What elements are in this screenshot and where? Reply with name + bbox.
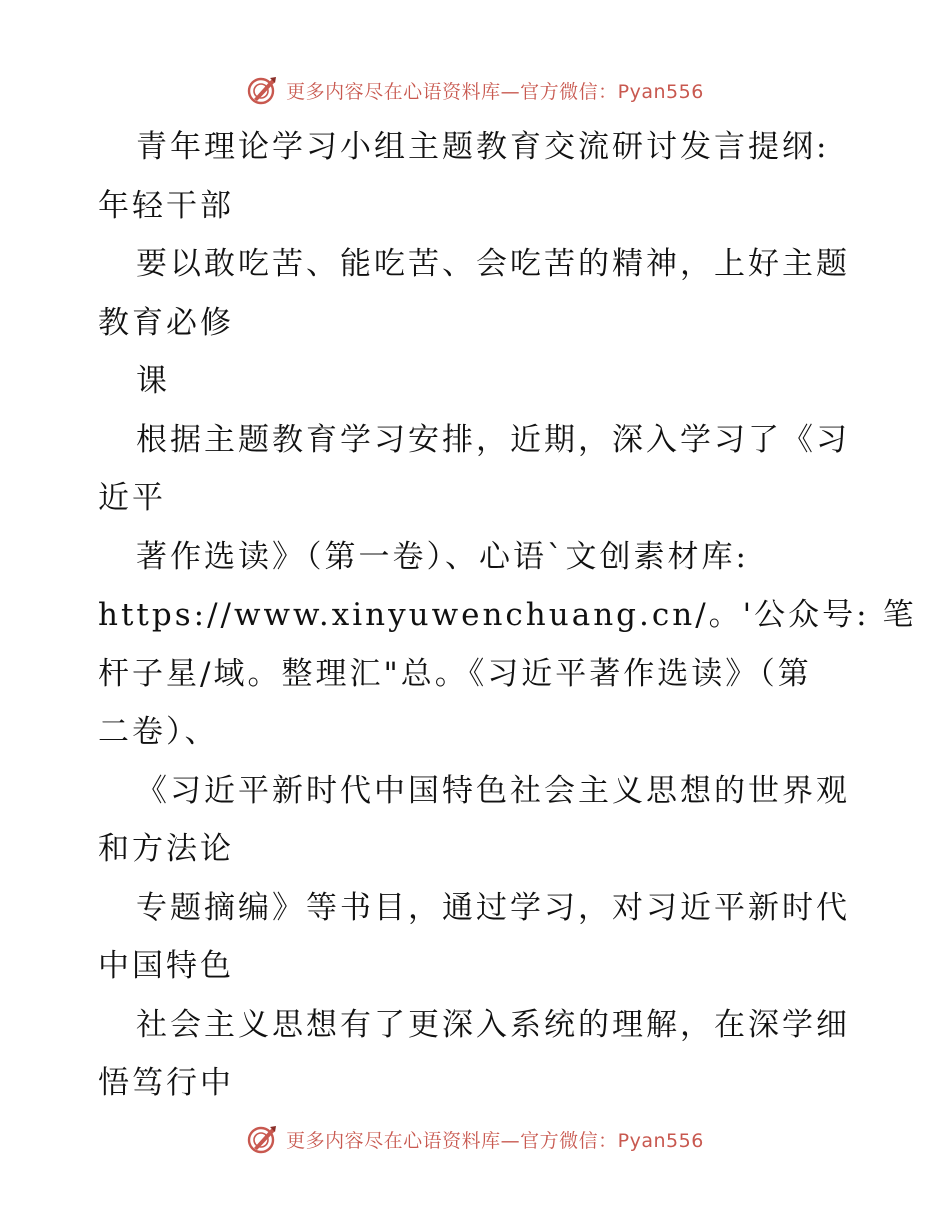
text-line: 著作选读》（第一卷）、心语`文创素材库: bbox=[136, 538, 749, 575]
text-line: 中国特色 bbox=[98, 948, 234, 984]
text-line: 杆子星/域。整理汇"总。《习近平著作选读》（第 bbox=[98, 655, 812, 692]
watermark-banner-top bbox=[0, 73, 950, 107]
text-line: 社会主义思想有了更深入系统的理解，在深学细 bbox=[136, 1006, 850, 1043]
text-line: 年轻干部 bbox=[98, 187, 234, 224]
watermark-text: 更多内容尽在心语资料库—官方微信：Pyan556 bbox=[286, 80, 704, 103]
text-line: 和方法论 bbox=[98, 831, 234, 867]
logo-icon bbox=[246, 1122, 280, 1156]
text-line: 专题摘编》等书目，通过学习，对习近平新时代 bbox=[136, 889, 850, 926]
text-line: 《习近平新时代中国特色社会主义思想的世界观 bbox=[136, 772, 850, 809]
text-line: 近平 bbox=[98, 480, 166, 516]
text-line: 青年理论学习小组主题教育交流研讨发言提纲: bbox=[136, 129, 830, 165]
watermark-banner-bottom bbox=[0, 1122, 950, 1156]
text-line: 二卷）、 bbox=[98, 714, 219, 750]
text-line: 根据主题教育学习安排，近期，深入学习了《习 bbox=[136, 421, 850, 458]
text-line: 教育必修 bbox=[98, 304, 234, 341]
text-line: 悟笃行中 bbox=[98, 1065, 234, 1101]
text-line: https://www.xinyuwenchuang.cn/。'公众号: 笔 bbox=[98, 597, 917, 633]
logo-icon bbox=[246, 73, 280, 107]
watermark-text: 更多内容尽在心语资料库—官方微信：Pyan556 bbox=[286, 1129, 704, 1152]
document-body bbox=[98, 118, 917, 1113]
text-line: 课 bbox=[136, 363, 170, 399]
text-line: 要以敢吃苦、能吃苦、会吃苦的精神，上好主题 bbox=[136, 246, 850, 282]
